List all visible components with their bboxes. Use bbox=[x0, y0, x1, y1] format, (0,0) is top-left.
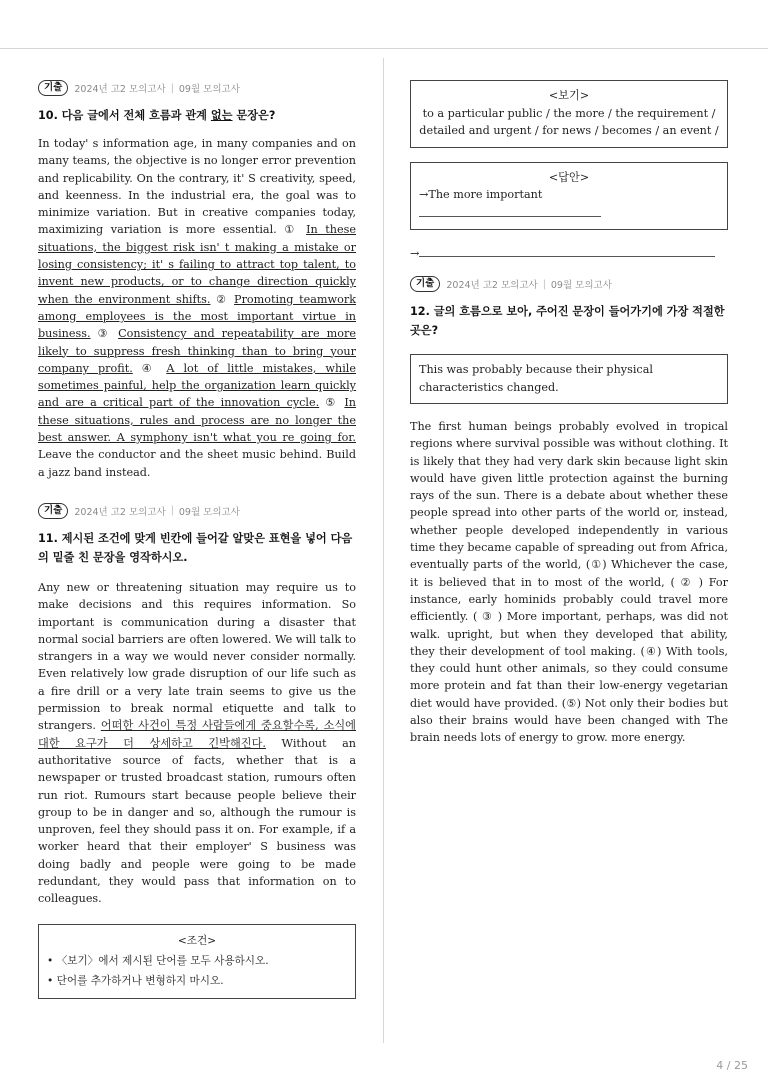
meta-separator: | bbox=[542, 278, 546, 290]
q10-year: 2024년 고2 모의고사 bbox=[74, 84, 166, 95]
q10-sentence-3: Consistency and repeatability are more likely to suppress fresh thinking than to bring your company profit. bbox=[38, 327, 356, 375]
q12-year: 2024년 고2 모의고사 bbox=[446, 280, 538, 291]
q12-title: 12. 글의 흐름으로 보아, 주어진 문장이 들어가기에 가장 적절한 곳은? bbox=[410, 305, 725, 337]
q11-year: 2024년 고2 모의고사 bbox=[74, 506, 166, 518]
q11-passage bbox=[38, 579, 356, 908]
answer-line bbox=[419, 186, 719, 222]
q10-sentence-1: In these situations, the biggest risk isn' t making a mistake or losing consistency; it' s failing to attract top talent, to invent new products, or to change direction quickly when the environment shifts. bbox=[38, 223, 356, 306]
bogi-box bbox=[410, 80, 728, 148]
q10-marker-4: ④ bbox=[132, 361, 167, 375]
bogi-line-2: detailed and urgent / for news / becomes / an event / bbox=[419, 124, 719, 137]
q10-sentence-5: In these situations, rules and process are no longer the best answer. A symphony isn't what you re going for. bbox=[38, 396, 356, 445]
condition-item-2: • 단어를 추가하거나 변형하지 마시오. bbox=[47, 974, 224, 987]
q12-meta bbox=[410, 276, 728, 292]
answer-prefix: →The more important bbox=[419, 188, 543, 201]
q11-underlined-sentence: 어떠한 사건이 특정 사람들에게 중요할수록, 소식에 대한 요구가 더 상세하고 긴박해진다. bbox=[38, 719, 356, 750]
page-number: 4 / 25 bbox=[716, 1059, 748, 1072]
q10-intro: In today' s information age, in many companies and on many teams, the objective is no longer error prevention and replicability. On the contrary, it' S creativity, speed, and keenness. In the industrial era, the goal was to minimize variation. But in creative companies today, maximizing variation is more essential. ① bbox=[38, 137, 356, 237]
q10-marker-3: ③ bbox=[90, 327, 119, 341]
arrow: → bbox=[410, 247, 420, 260]
q10-sentence-2: Promoting teamwork among employees is the most important virtue in business. bbox=[38, 292, 356, 341]
meta-separator: | bbox=[170, 505, 174, 517]
given-sentence: This was probably because their physical characteristics changed. bbox=[419, 363, 653, 394]
condition-box bbox=[38, 924, 356, 999]
q10-sentence-4: A lot of little mistakes, while sometimes painful, help the organization learn quickly and are a critical part of the innovation cycle. bbox=[38, 361, 356, 410]
q11-title: 11. 제시된 조건에 맞게 빈칸에 들어갈 알맞은 표현을 넣어 다음 의 밑줄 친 문장을 영작하시오. bbox=[38, 531, 353, 564]
q12-tag: 기출 bbox=[410, 276, 440, 292]
q10-title-post: 문장은? bbox=[232, 109, 276, 122]
header-rule bbox=[0, 48, 768, 49]
q11-month: 09월 모의고사 bbox=[178, 506, 240, 518]
meta-separator: | bbox=[170, 82, 174, 94]
q10-meta bbox=[38, 80, 356, 96]
q12-month: 09월 모의고사 bbox=[550, 280, 612, 291]
q10-title-pre: 10. 다음 글에서 전체 흐름과 관계 bbox=[38, 109, 211, 122]
column-divider bbox=[383, 58, 384, 1043]
right-column bbox=[410, 80, 728, 747]
given-sentence-box bbox=[410, 354, 728, 404]
q10-title bbox=[38, 106, 356, 125]
q10-ending: Leave the conductor and the sheet music behind. Build a jazz band instead. bbox=[38, 448, 356, 479]
answer-blank-2 bbox=[419, 244, 715, 257]
condition-item-1: • 〈보기〉에서 제시된 단어를 모두 사용하시오. bbox=[47, 954, 269, 967]
answer-title: <답안> bbox=[548, 170, 590, 184]
q12-passage: The first human beings probably evolved in tropical regions where survival possible was without clothing. It is likely that they had very dark skin because light skin would have given little protection against the burning rays of the sun. There is a debate about whether these people spread into other parts of the world or, instead, whether people developed independently in various time they became capable of spreading out from Africa, eventually parts of the world, (①) Whichever the case, it is believed that in to most of the world, ( ② ) For instance, early hominids probably could travel more efficiently. ( ③ ) More important, perhaps, was did not walk. upright, but when they developed that ability, they their development of tool making. (④) With tools, they could hunt other animals, so they could consume more protein and fat than their low-energy vegetarian diet would have provided. (⑤) Not only their bodies but also their brains would have been changed with The brain needs lots of energy to grow. more energy. bbox=[410, 420, 728, 745]
q11-tag: 기출 bbox=[38, 503, 68, 519]
bogi-line-1: to a particular public / the more / the requirement / bbox=[422, 106, 716, 120]
q10-marker-5: ⑤ bbox=[319, 396, 345, 410]
left-column bbox=[38, 80, 356, 999]
bogi-title: <보기> bbox=[548, 89, 590, 102]
q10-title-underlined: 없는 bbox=[210, 109, 233, 122]
q11-meta bbox=[38, 503, 356, 519]
answer-box bbox=[410, 162, 728, 231]
q10-marker-2: ② bbox=[210, 292, 235, 306]
q11-intro: Any new or threatening situation may require us to make decisions and this requires information. So important is communication during a disaster that normal social barriers are often lowered. We will talk to strangers in a way we would never consider normally. Even relatively low grade disruption of our life such as a fire drill or a very late train seems to give us the permission to break normal etiquette and talk to strangers. bbox=[38, 580, 356, 733]
answer-line-2 bbox=[410, 244, 728, 260]
q11-ending: Without an authoritative source of facts, whether that is a newspaper or trusted broadcast station, rumours often run riot. Rumours start because people believe their group to be in danger and so, although the rumour is unproven, feel they should pass it on. For example, if a worker heard that their employer' S business was doing badly and people were going to be made redundant, they would pass that information on to colleagues. bbox=[38, 736, 356, 906]
condition-title: <조건> bbox=[177, 934, 217, 947]
answer-blank bbox=[419, 204, 601, 217]
q10-tag: 기출 bbox=[38, 80, 68, 96]
q10-passage bbox=[38, 135, 356, 481]
q10-month: 09월 모의고사 bbox=[178, 84, 240, 95]
